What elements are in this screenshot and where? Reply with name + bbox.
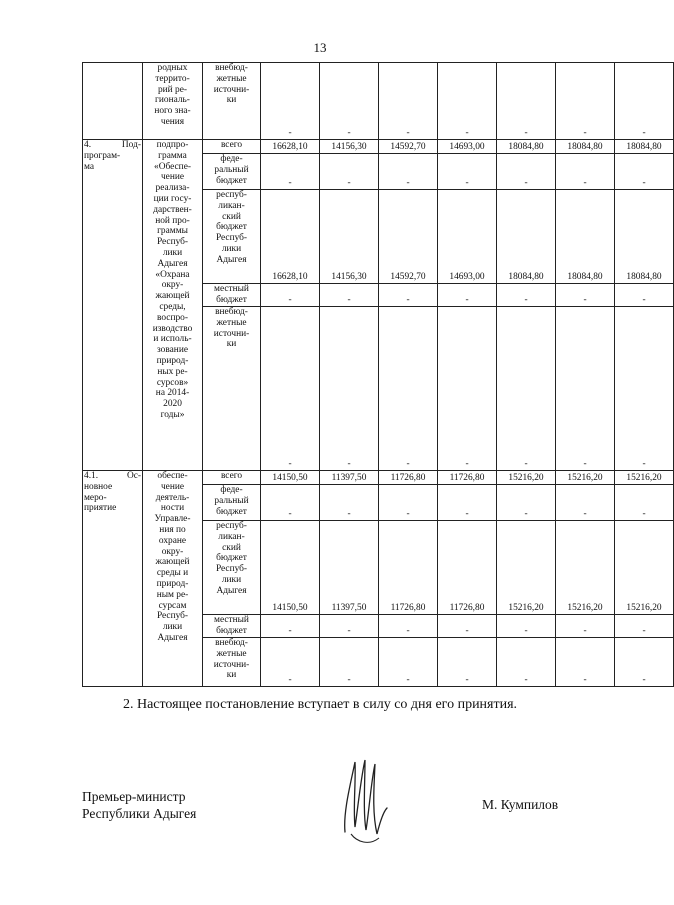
funding-source-cell: местный бюджет bbox=[203, 615, 261, 638]
funding-source-cell: внебюд- жетные источни- ки bbox=[203, 63, 261, 140]
value-cell: - bbox=[615, 485, 674, 521]
value-cell: - bbox=[556, 307, 615, 471]
funding-source-cell: респуб- ликан- ский бюджет Респуб- лики Адыгея bbox=[203, 521, 261, 615]
row-name-cell: родных террито- рий ре- гиональ- ного зна- чения bbox=[143, 63, 203, 140]
value-cell: 15216,20 bbox=[615, 471, 674, 485]
value-cell: - bbox=[615, 615, 674, 638]
value-cell: - bbox=[497, 638, 556, 687]
value-cell: - bbox=[556, 63, 615, 140]
value-cell: 15216,20 bbox=[556, 471, 615, 485]
value-cell: - bbox=[261, 485, 320, 521]
value-cell: 15216,20 bbox=[556, 521, 615, 615]
value-cell: 18084,80 bbox=[556, 190, 615, 284]
value-cell: - bbox=[615, 154, 674, 190]
value-cell: 14150,50 bbox=[261, 471, 320, 485]
value-cell: 14592,70 bbox=[379, 190, 438, 284]
value-cell: 11397,50 bbox=[320, 471, 379, 485]
table-row bbox=[83, 140, 674, 154]
value-cell: - bbox=[556, 615, 615, 638]
value-cell: - bbox=[497, 154, 556, 190]
value-cell: 15216,20 bbox=[497, 471, 556, 485]
row-name-cell: подпро- грамма «Обеспе- чение реализа- ции госу- дарствен- ной про- граммы Респуб- лики Адыгея «Охрана окру- жающей среды, воспро- изводство и исполь- зование природ- ных ре- сурсов» на 2014- 2020 годы» bbox=[143, 140, 203, 471]
value-cell: - bbox=[261, 638, 320, 687]
value-cell: - bbox=[320, 485, 379, 521]
table-row bbox=[83, 471, 674, 485]
funding-source-cell: феде- ральный бюджет bbox=[203, 485, 261, 521]
value-cell: 11726,80 bbox=[379, 521, 438, 615]
row-code-first-line bbox=[84, 471, 141, 482]
value-cell: - bbox=[320, 615, 379, 638]
signer-name: М. Кумпилов bbox=[482, 797, 559, 812]
row-type-rest: програм- ма bbox=[84, 150, 121, 172]
value-cell: - bbox=[497, 485, 556, 521]
funding-source-cell: всего bbox=[203, 140, 261, 154]
value-cell: - bbox=[497, 307, 556, 471]
value-cell: - bbox=[556, 284, 615, 307]
handwritten-signature bbox=[325, 752, 395, 852]
value-cell: 14150,50 bbox=[261, 521, 320, 615]
funding-source-cell: местный бюджет bbox=[203, 284, 261, 307]
value-cell: 14693,00 bbox=[438, 140, 497, 154]
value-cell: - bbox=[438, 638, 497, 687]
value-cell: 11397,50 bbox=[320, 521, 379, 615]
funding-source-cell: всего bbox=[203, 471, 261, 485]
row-number: 4. bbox=[84, 140, 92, 150]
row-name-cell: обеспе- чение деятель- ности Управле- ния по охране окру- жающей среды и природ- ным ре- сурсам Респуб- лики Адыгея bbox=[143, 471, 203, 687]
value-cell: - bbox=[556, 638, 615, 687]
row-type-start: Под- bbox=[121, 140, 141, 150]
value-cell: - bbox=[320, 307, 379, 471]
value-cell: - bbox=[615, 638, 674, 687]
value-cell: 15216,20 bbox=[615, 521, 674, 615]
value-cell: - bbox=[615, 307, 674, 471]
value-cell: - bbox=[261, 63, 320, 140]
value-cell: - bbox=[497, 63, 556, 140]
page-number: 13 bbox=[313, 40, 327, 55]
value-cell: - bbox=[556, 485, 615, 521]
value-cell: - bbox=[379, 284, 438, 307]
funding-source-cell: внебюд- жетные источни- ки bbox=[203, 638, 261, 687]
value-cell: 16628,10 bbox=[261, 190, 320, 284]
value-cell: - bbox=[320, 154, 379, 190]
value-cell: 18084,80 bbox=[615, 190, 674, 284]
value-cell: 15216,20 bbox=[497, 521, 556, 615]
value-cell: - bbox=[379, 154, 438, 190]
enactment-clause: 2. Настоящее постановление вступает в силу со дня его принятия. bbox=[122, 697, 518, 712]
value-cell: 14156,30 bbox=[320, 140, 379, 154]
signer-title bbox=[82, 788, 196, 822]
value-cell: 18084,80 bbox=[497, 190, 556, 284]
value-cell: 18084,80 bbox=[497, 140, 556, 154]
value-cell: - bbox=[320, 63, 379, 140]
value-cell: - bbox=[438, 307, 497, 471]
value-cell: - bbox=[556, 154, 615, 190]
table-row bbox=[83, 63, 674, 140]
signer-title-line2: Республики Адыгея bbox=[82, 806, 197, 821]
value-cell: - bbox=[438, 154, 497, 190]
value-cell: - bbox=[438, 615, 497, 638]
value-cell: - bbox=[497, 615, 556, 638]
value-cell: 14156,30 bbox=[320, 190, 379, 284]
value-cell: - bbox=[438, 63, 497, 140]
row-number: 4.1. bbox=[84, 471, 99, 481]
value-cell: - bbox=[438, 485, 497, 521]
value-cell: 11726,80 bbox=[379, 471, 438, 485]
value-cell: 14592,70 bbox=[379, 140, 438, 154]
value-cell: 11726,80 bbox=[438, 521, 497, 615]
value-cell: - bbox=[379, 615, 438, 638]
value-cell: - bbox=[320, 638, 379, 687]
value-cell: - bbox=[261, 154, 320, 190]
row-type-rest: новное меро- приятие bbox=[84, 481, 117, 514]
row-code-cell bbox=[83, 140, 143, 471]
value-cell: - bbox=[379, 63, 438, 140]
value-cell: 16628,10 bbox=[261, 140, 320, 154]
value-cell: - bbox=[320, 284, 379, 307]
funding-source-cell: внебюд- жетные источни- ки bbox=[203, 307, 261, 471]
value-cell: 18084,80 bbox=[615, 140, 674, 154]
funding-source-cell: феде- ральный бюджет bbox=[203, 154, 261, 190]
row-type-start: Ос- bbox=[126, 471, 141, 481]
value-cell: - bbox=[379, 307, 438, 471]
funding-source-cell: респуб- ликан- ский бюджет Респуб- лики Адыгея bbox=[203, 190, 261, 284]
signer-title-line1: Премьер-министр bbox=[82, 789, 186, 804]
value-cell: - bbox=[615, 284, 674, 307]
value-cell: - bbox=[497, 284, 556, 307]
value-cell: 18084,80 bbox=[556, 140, 615, 154]
row-code-cell bbox=[83, 471, 143, 687]
budget-table bbox=[82, 62, 674, 687]
value-cell: - bbox=[261, 615, 320, 638]
value-cell: 11726,80 bbox=[438, 471, 497, 485]
value-cell: 14693,00 bbox=[438, 190, 497, 284]
row-code-cell bbox=[83, 63, 143, 140]
row-code-first-line bbox=[84, 140, 141, 151]
value-cell: - bbox=[379, 638, 438, 687]
value-cell: - bbox=[379, 485, 438, 521]
value-cell: - bbox=[438, 284, 497, 307]
value-cell: - bbox=[615, 63, 674, 140]
value-cell: - bbox=[261, 307, 320, 471]
value-cell: - bbox=[261, 284, 320, 307]
